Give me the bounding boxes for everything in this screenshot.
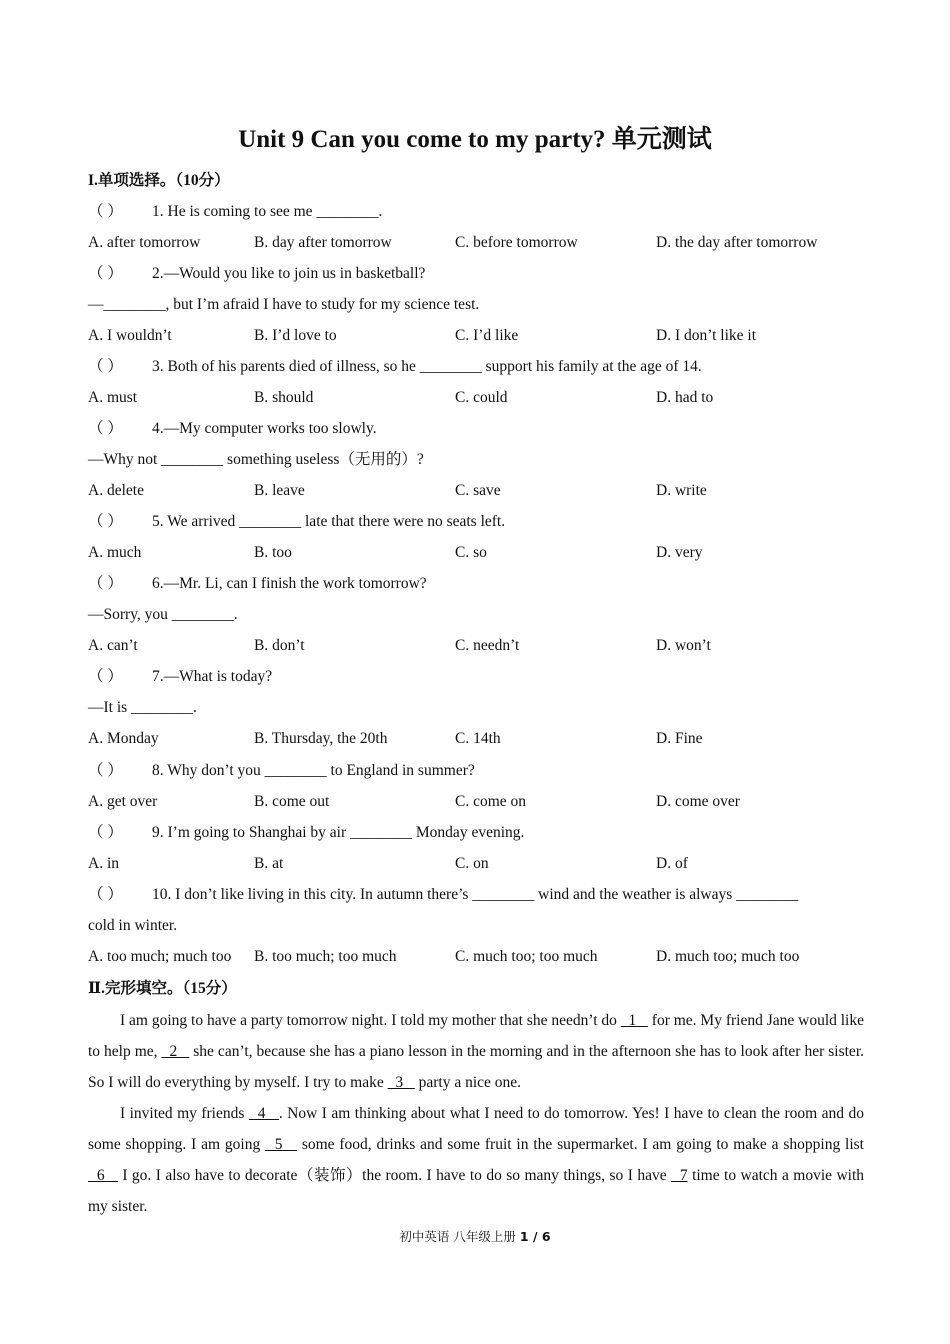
- question-text: 9. I’m going to Shanghai by air ________ Monday evening.: [152, 824, 525, 841]
- answer-paren: （ ）: [88, 762, 123, 779]
- question-text: 4.—My computer works too slowly.: [152, 420, 377, 437]
- option-c: C. I’d like: [455, 327, 519, 344]
- question-7: [88, 666, 272, 688]
- question-4: [88, 418, 377, 440]
- option-a: A. after tomorrow: [88, 234, 201, 251]
- answer-paren: （ ）: [88, 513, 123, 530]
- answer-paren: （ ）: [88, 358, 123, 375]
- blank-6: 6: [88, 1167, 118, 1184]
- option-d: D. had to: [656, 389, 714, 406]
- section-2-heading: Ⅱ.完形填空。（15分）: [88, 980, 237, 997]
- question-10-continuation: cold in winter.: [88, 917, 178, 934]
- option-d: D. won’t: [656, 637, 711, 654]
- answer-paren: （ ）: [88, 575, 123, 592]
- question-text: 3. Both of his parents died of illness, so he ________ support his family at the age of 14.: [152, 358, 702, 375]
- answer-paren: （ ）: [88, 668, 123, 685]
- question-4-options: [88, 480, 868, 502]
- question-7-options: [88, 728, 868, 750]
- page-title: Unit 9 Can you come to my party? 单元测试: [238, 126, 712, 153]
- option-d: D. of: [656, 855, 688, 872]
- blank-5: 5: [265, 1136, 297, 1153]
- option-c: C. 14th: [455, 730, 501, 747]
- question-3-options: [88, 387, 868, 409]
- question-text: 6.—Mr. Li, can I finish the work tomorrow?: [152, 575, 427, 592]
- cloze-paragraph-2: I invited my friends 4 . Now I am thinking about what I need to do tomorrow. Yes! I have to clean the room and do some shopping. I am going 5 some food, drinks and some fruit in the supermarket. I am going to make a shopping list 6 I go. I also have to decorate（装饰）the room. I have to do so many things, so I have 7 time to watch a movie with my sister.: [88, 1105, 865, 1215]
- question-9: [88, 822, 524, 844]
- option-d: D. write: [656, 482, 707, 499]
- cloze-paragraph-1: I am going to have a party tomorrow night. I told my mother that she needn’t do 1 for me. My friend Jane would like to help me, 2 she can’t, because she has a piano lesson in the morning and in the afternoon she has to look after her sister. So I will do everything by myself. I try to make 3 party a nice one.: [88, 1012, 864, 1091]
- answer-paren: （ ）: [88, 420, 123, 437]
- question-1: [88, 201, 382, 223]
- option-b: B. too much; too much: [254, 948, 397, 965]
- option-c: C. could: [455, 389, 508, 406]
- option-c: C. needn’t: [455, 637, 520, 654]
- option-b: B. too: [254, 544, 292, 561]
- option-c: C. save: [455, 482, 501, 499]
- question-text: 2.—Would you like to join us in basketball?: [152, 265, 426, 282]
- option-d: D. the day after tomorrow: [656, 234, 818, 251]
- question-text: 8. Why don’t you ________ to England in summer?: [152, 762, 475, 779]
- question-2-response: —________, but I’m afraid I have to study for my science test.: [88, 296, 480, 313]
- option-a: A. can’t: [88, 637, 138, 654]
- option-b: B. at: [254, 855, 284, 872]
- option-d: D. Fine: [656, 730, 703, 747]
- option-b: B. should: [254, 389, 314, 406]
- option-c: C. come on: [455, 793, 527, 810]
- page-number: 1 / 6: [519, 1229, 551, 1244]
- option-c: C. so: [455, 544, 487, 561]
- option-b: B. Thursday, the 20th: [254, 730, 388, 747]
- blank-1: 1: [620, 1012, 648, 1029]
- question-6-response: —Sorry, you ________.: [88, 606, 238, 623]
- option-c: C. before tomorrow: [455, 234, 578, 251]
- option-d: D. come over: [656, 793, 740, 810]
- question-4-response: —Why not ________ something useless（无用的）?: [88, 451, 424, 468]
- option-a: A. much: [88, 544, 142, 561]
- blank-7: 7: [671, 1167, 688, 1184]
- question-10-options: [88, 946, 868, 968]
- option-b: B. day after tomorrow: [254, 234, 392, 251]
- answer-paren: （ ）: [88, 824, 123, 841]
- question-text: 1. He is coming to see me ________.: [152, 203, 383, 220]
- option-c: C. much too; too much: [455, 948, 598, 965]
- question-7-response: —It is ________.: [88, 699, 197, 716]
- question-3: [88, 356, 702, 378]
- option-d: D. very: [656, 544, 703, 561]
- blank-4: 4: [248, 1105, 279, 1122]
- option-d: D. much too; much too: [656, 948, 800, 965]
- answer-paren: （ ）: [88, 203, 123, 220]
- option-d: D. I don’t like it: [656, 327, 757, 344]
- answer-paren: （ ）: [88, 886, 123, 903]
- option-b: B. leave: [254, 482, 305, 499]
- question-10: [88, 884, 864, 906]
- question-1-options: [88, 232, 868, 254]
- section-1-heading: I.单项选择。（10分）: [88, 172, 230, 189]
- footer-text: 初中英语 八年级上册: [399, 1229, 516, 1244]
- question-text: 10. I don’t like living in this city. In autumn there’s ________ wind and the weather is always ________: [152, 886, 799, 903]
- option-a: A. too much; much too: [88, 948, 232, 965]
- question-5-options: [88, 542, 868, 564]
- option-a: A. I wouldn’t: [88, 327, 172, 344]
- question-5: [88, 511, 505, 533]
- question-text: 7.—What is today?: [152, 668, 273, 685]
- option-a: A. get over: [88, 793, 158, 810]
- option-b: B. I’d love to: [254, 327, 337, 344]
- option-a: A. in: [88, 855, 119, 872]
- question-6: [88, 573, 427, 595]
- page-footer: [0, 1228, 950, 1246]
- blank-3: 3: [387, 1074, 415, 1091]
- question-8-options: [88, 791, 868, 813]
- question-9-options: [88, 853, 868, 875]
- option-c: C. on: [455, 855, 489, 872]
- option-b: B. don’t: [254, 637, 305, 654]
- blank-2: 2: [161, 1043, 190, 1060]
- option-a: A. delete: [88, 482, 144, 499]
- question-8: [88, 760, 475, 782]
- question-2: [88, 263, 425, 285]
- option-a: A. must: [88, 389, 138, 406]
- question-text: 5. We arrived ________ late that there were no seats left.: [152, 513, 506, 530]
- option-b: B. come out: [254, 793, 330, 810]
- question-2-options: [88, 325, 868, 347]
- option-a: A. Monday: [88, 730, 159, 747]
- question-6-options: [88, 635, 868, 657]
- answer-paren: （ ）: [88, 265, 123, 282]
